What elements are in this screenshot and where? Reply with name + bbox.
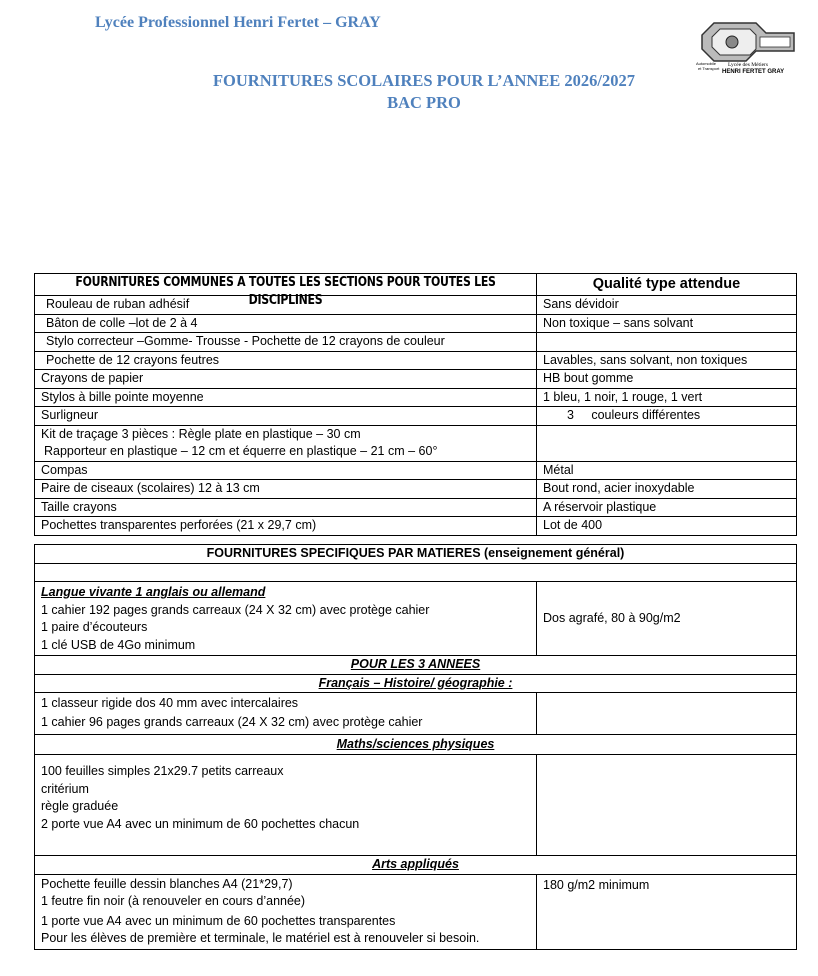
supply-item — [35, 425, 537, 461]
page-title: FOURNITURES SCOLAIRES POUR L’ANNEE 2026/2027 — [212, 71, 636, 90]
langue-cell — [35, 582, 537, 656]
supply-item: Surligneur — [35, 407, 537, 426]
supply-quality — [537, 755, 797, 856]
supply-quality: Lavables, sans solvant, non toxiques — [537, 351, 797, 370]
supply-quality: Sans dévidoir — [537, 296, 797, 315]
svg-text:Lycée des Métiers: Lycée des Métiers — [728, 62, 769, 68]
table-row — [35, 407, 797, 426]
school-name: Lycée Professionnel Henri Fertet – GRAY — [95, 14, 381, 31]
table-row — [35, 693, 797, 735]
supply-item: Taille crayons — [35, 498, 537, 517]
school-logo — [694, 17, 798, 75]
table-row — [35, 582, 797, 656]
table-row — [35, 461, 797, 480]
list-item: 1 feutre fin noir (à renouveler en cours d’année) — [41, 894, 306, 908]
table-row — [35, 480, 797, 499]
supply-item: Pochettes transparentes perforées (21 x 29,7 cm) — [35, 517, 537, 536]
supply-quality — [537, 425, 797, 461]
list-item: Pochette feuille dessin blanches A4 (21*29,7) — [41, 876, 293, 891]
section-heading: Maths/sciences physiques — [35, 735, 797, 755]
supply-quality: Lot de 400 — [537, 517, 797, 536]
supply-item: Compas — [35, 461, 537, 480]
list-item: Pour les élèves de première et terminale, le matériel est à renouveler si besoin. — [41, 931, 480, 945]
supply-item: Pochette de 12 crayons feutres — [35, 351, 537, 370]
common-header-col1: FOURNITURES COMMUNES A TOUTES LES SECTIONS POUR TOUTES LES DISCIPLINES — [35, 274, 537, 296]
supply-quality: A réservoir plastique — [537, 498, 797, 517]
table-row — [35, 351, 797, 370]
supply-quality — [537, 333, 797, 352]
section-heading: POUR LES 3 ANNEES — [35, 656, 797, 675]
arts-cell — [35, 874, 537, 949]
list-item: 2 porte vue A4 avec un minimum de 60 pochettes chacun — [41, 816, 360, 831]
supply-quality — [537, 693, 797, 735]
spacer-row — [35, 564, 797, 582]
supply-quality: Dos agrafé, 80 à 90g/m2 — [537, 582, 797, 656]
list-item: 1 clé USB de 4Go minimum — [41, 637, 196, 652]
table-row — [35, 314, 797, 333]
list-item: 1 cahier 192 pages grands carreaux (24 X 32 cm) avec protège cahier — [41, 602, 430, 617]
svg-text:HENRI FERTET GRAY: HENRI FERTET GRAY — [722, 69, 785, 75]
supply-item: Stylos à bille pointe moyenne — [35, 388, 537, 407]
francais-cell — [35, 693, 537, 735]
list-item: règle graduée — [41, 799, 119, 813]
supply-quality: 3 couleurs différentes — [537, 407, 797, 426]
table-row — [35, 425, 797, 461]
supply-item-line: Kit de traçage 3 pièces : Règle plate en plastique – 30 cm — [41, 426, 361, 441]
specific-supplies-table — [34, 544, 797, 950]
table-row — [35, 370, 797, 389]
supply-item: Rouleau de ruban adhésif — [35, 296, 537, 315]
svg-text:Automobile: Automobile — [696, 61, 717, 66]
section-heading: Langue vivante 1 anglais ou allemand — [41, 585, 266, 599]
supply-quality: Bout rond, acier inoxydable — [537, 480, 797, 499]
supply-item: Paire de ciseaux (scolaires) 12 à 13 cm — [35, 480, 537, 499]
list-item: critérium — [41, 781, 89, 796]
supply-item: Stylo correcteur –Gomme- Trousse - Pochette de 12 crayons de couleur — [35, 333, 537, 352]
list-item: 1 porte vue A4 avec un minimum de 60 pochettes transparentes — [41, 913, 396, 928]
list-item: 100 feuilles simples 21x29.7 petits carreaux — [41, 764, 284, 778]
supply-quality: Métal — [537, 461, 797, 480]
supply-quality: 1 bleu, 1 noir, 1 rouge, 1 vert — [537, 388, 797, 407]
table-row — [35, 874, 797, 949]
supply-item: Crayons de papier — [35, 370, 537, 389]
list-item: 1 paire d’écouteurs — [41, 620, 148, 634]
specific-header: FOURNITURES SPECIFIQUES PAR MATIERES (enseignement général) — [35, 545, 797, 564]
list-item: 1 cahier 96 pages grands carreaux (24 X 32 cm) avec protège cahier — [41, 715, 423, 729]
page-subtitle: BAC PRO — [387, 93, 461, 112]
section-heading: Arts appliqués — [35, 856, 797, 875]
table-row — [35, 755, 797, 856]
table-row — [35, 388, 797, 407]
svg-text:et Transport: et Transport — [698, 66, 720, 71]
section-heading: Français – Histoire/ géographie : — [35, 674, 797, 693]
common-supplies-table — [34, 273, 797, 536]
supply-item: Bâton de colle –lot de 2 à 4 — [35, 314, 537, 333]
table-row — [35, 333, 797, 352]
common-header-col2: Qualité type attendue — [537, 274, 797, 296]
table-row — [35, 296, 797, 315]
supply-quality: Non toxique – sans solvant — [537, 314, 797, 333]
supply-item-line: Rapporteur en plastique – 12 cm et équerre en plastique – 21 cm – 60° — [44, 444, 438, 458]
table-row — [35, 517, 797, 536]
supply-quality: HB bout gomme — [537, 370, 797, 389]
table-row — [35, 498, 797, 517]
supply-quality: 180 g/m2 minimum — [537, 874, 797, 949]
maths-cell — [35, 755, 537, 856]
list-item: 1 classeur rigide dos 40 mm avec intercalaires — [41, 696, 299, 710]
